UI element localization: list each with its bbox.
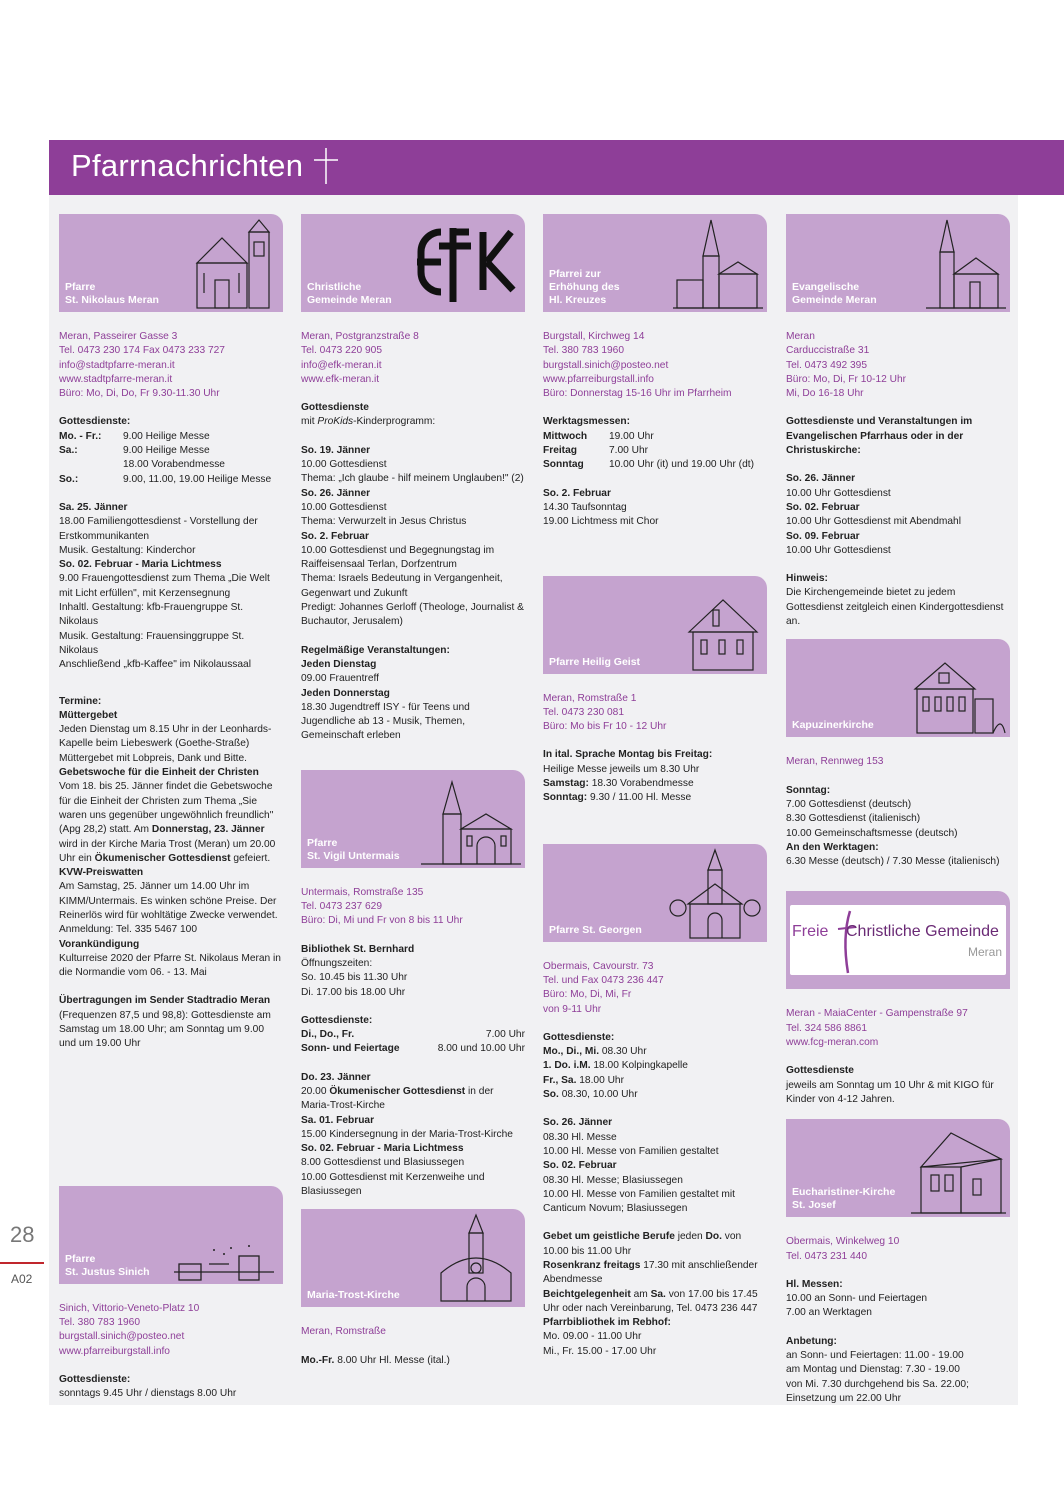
event-date: So. 19. Jänner	[301, 444, 371, 456]
text-run-bold: Übertragungen im Sender Stadtradio Meran	[59, 995, 271, 1007]
event-title: Pfarrbibliothek im Rebhof:	[543, 1317, 671, 1329]
event-date: Sa. 25. Jänner	[59, 501, 128, 513]
church-illustration-icon	[926, 218, 1006, 310]
section-heading: Gottesdienste	[786, 1065, 854, 1077]
text-run-bold: 1. Do. i.M.	[543, 1060, 591, 1072]
event-text	[543, 1259, 767, 1288]
parish-header-box	[59, 214, 283, 312]
event-title: Vorankündigung	[59, 938, 140, 950]
event-title: Jeden Donnerstag	[301, 687, 390, 699]
parish-name: Pfarre St. Nikolaus Meran	[65, 281, 159, 306]
event-text: 10.00 Gottesdienst Thema: Verwurzelt in Jesus Christus	[301, 501, 467, 528]
church-illustration-icon	[431, 1213, 521, 1305]
schedule-row	[543, 1059, 767, 1073]
event-text: 10.00 Gottesdienst Thema: „Ich glaube - hilf meinem Unglauben!" (2)	[301, 459, 524, 485]
schedule-day: Mittwoch	[543, 430, 588, 442]
parish-header-box	[543, 844, 767, 942]
parish-header-box	[301, 1209, 525, 1307]
event-text: 08.30 Hl. Messe; Blasiussegen 10.00 Hl. Messe von Familien gestaltet mit Canticum Novum; Blasiussegen	[543, 1174, 735, 1215]
event-date: So. 26. Jänner	[543, 1117, 613, 1129]
text-run: 9.30 / 11.00 Hl. Messe	[587, 792, 692, 804]
text-run-bold: Ökumenischer Gottesdienst	[94, 852, 231, 864]
parish-header-box	[301, 214, 525, 312]
text-run: 18.00 Uhr	[576, 1074, 624, 1086]
schedule-row	[543, 1045, 767, 1059]
text-run-bold: Donnerstag, 23. Jänner	[151, 824, 265, 836]
page-title: Pfarrnachrichten	[71, 148, 304, 183]
event-title: KVW-Preiswatten	[59, 867, 144, 879]
column-burgstall	[543, 214, 767, 1359]
contact-info: Meran Carduccistraße 31 Tel. 0473 492 395 Büro: Mo, Di, Fr 10-12 Uhr Mi, Do 16-18 Uhr	[786, 331, 907, 400]
parish-name: Pfarre St. Justus Sinich	[65, 1252, 150, 1278]
logo-text-right: Christliche Gemeinde	[846, 923, 999, 941]
event-date: So. 02. Februar - Maria Lichtmess	[59, 559, 222, 571]
event-date: Sa. 01. Februar	[301, 1114, 375, 1126]
text-run: 18.00 Kolpingkapelle	[590, 1060, 688, 1072]
schedule-day	[59, 458, 123, 472]
text-run: -Kinderprogramm:	[353, 416, 436, 428]
event-text: Jeden Dienstag um 8.15 Uhr in der Leonhards-Kapelle beim Liebeswerk (Goethe-Straße) Müttergebet mit Lobpreis, Dank und Bitte.	[59, 724, 272, 764]
section-heading: Hl. Messen:	[786, 1278, 843, 1290]
church-illustration-icon	[683, 592, 763, 672]
text-run: gefeiert.	[230, 852, 271, 864]
church-illustration-icon	[421, 774, 521, 866]
event-text: Öffnungszeiten: So. 10.45 bis 11.30 Uhr Di. 17.00 bis 18.00 Uhr	[301, 957, 408, 998]
page-code: A02	[11, 1272, 33, 1286]
event-text: 08.30 Hl. Messe 10.00 Hl. Messe von Familien gestaltet	[543, 1131, 719, 1157]
contact-info: Untermais, Romstraße 135 Tel. 0473 237 629 Büro: Di, Mi und Fr von 8 bis 11 Uhr	[301, 886, 463, 927]
event-date: So. 2. Februar	[543, 487, 611, 499]
schedule-time: 9.00 Heilige Messe	[123, 445, 210, 457]
event-title: An den Werktagen:	[786, 841, 879, 853]
church-illustration-icon	[673, 218, 763, 310]
event-text: Mo. 09.00 - 11.00 Uhr Mi., Fr. 15.00 - 17.00 Uhr	[543, 1331, 657, 1357]
schedule-time: 7.00 Uhr	[485, 1029, 525, 1041]
event-text: Heilige Messe jeweils um 8.30 Uhr	[543, 763, 700, 775]
schedule-time: 10.00 Uhr (it) und 19.00 Uhr (dt)	[609, 459, 754, 471]
contact-info: Meran, Postgranzstraße 8 Tel. 0473 220 905 info@efk-meran.it www.efk-meran.it	[301, 331, 419, 385]
event-date: So. 26. Jänner	[786, 473, 856, 485]
section-heading: Gottesdienste:	[301, 1014, 373, 1026]
section-heading: Sonntag:	[786, 784, 831, 796]
section-heading: Gottesdienste und Veranstaltungen im Evangelischen Pfarrhaus oder in der Christuskirche:	[786, 416, 973, 457]
parish-name: Pfarre St. Vigil Untermais	[307, 836, 400, 862]
event-text	[543, 1230, 767, 1259]
event-date: So. 02. Februar - Maria Lichtmess	[301, 1143, 464, 1155]
schedule-day: Mo. - Fr.:	[59, 430, 102, 442]
column-evangelisch	[786, 214, 1010, 1406]
event-text: 10.00 Gottesdienst und Begegnungstag im Raiffeisensaal Terlan, Dorfzentrum Thema: Israels Bedeutung in Vergangenheit, Gegenwart und Zukunft Predigt: Johannes Gerloff (Theologe, Journalist & Buchautor, Jerusalem)	[301, 544, 524, 628]
parish-name: Pfarre St. Georgen	[549, 923, 642, 936]
event-title: Müttergebet	[59, 709, 118, 721]
text-run-bold: Gebet um geistliche Berufe	[543, 1231, 675, 1243]
mass-schedule	[543, 430, 767, 473]
text-run: 17.30 mit anschließender Abendmesse	[543, 1259, 758, 1286]
text-run: am	[630, 1288, 651, 1300]
schedule-day: So.:	[59, 473, 79, 485]
parish-header-box	[786, 1119, 1010, 1217]
parish-header-box	[301, 770, 525, 868]
schedule-row	[301, 1042, 525, 1056]
text-run-bold: So.	[543, 1089, 559, 1101]
schedule-day: Sa.:	[59, 445, 78, 457]
schedule-day: Di., Do., Fr.	[301, 1029, 355, 1041]
event-text	[301, 415, 525, 429]
text-run-bold: Samstag:	[543, 778, 589, 790]
text-run: 20.00	[301, 1085, 330, 1097]
schedule-day: Sonntag	[543, 459, 584, 471]
contact-info: Meran - MaiaCenter - Gampenstraße 97 Tel. 324 586 8861 www.fcg-meran.com	[786, 1008, 968, 1049]
event-text: 10.00 Uhr Gottesdienst	[786, 544, 891, 556]
event-text: 10.00 an Sonn- und Feiertagen 7.00 an Werktagen	[786, 1293, 928, 1319]
event-text: sonntags 9.45 Uhr / dienstags 8.00 Uhr	[59, 1388, 237, 1400]
parish-name: Kapuzinerkirche	[792, 719, 874, 732]
event-text: 9.00 Frauengottesdienst zum Thema „Die Welt mit Licht erfüllen", mit Kerzensegnung Inhaltl. Gestaltung: kfb-Frauengruppe St. Nikolaus Musik. Gestaltung: Frauensinggruppe St. Nikolaus Anschließend „kfb-Kaffee" im Nikolaussaal	[59, 573, 270, 671]
text-run: von 10.00 bis 11.00 Uhr	[543, 1231, 742, 1257]
text-run: wird in der Kirche Maria Trost (Meran) um 20.00 Uhr ein	[59, 838, 276, 864]
event-text	[543, 791, 767, 805]
event-text: 8.00 Gottesdienst und Blasiussegen 10.00 Gottesdienst mit Kerzenweihe und Blasiussegen	[301, 1157, 485, 1198]
contact-info: Obermais, Winkelweg 10 Tel. 0473 231 440	[786, 1236, 900, 1262]
parish-name: Pfarre Heilig Geist	[549, 655, 641, 668]
text-run: in der Maria-Trost-Kirche	[301, 1085, 494, 1112]
parish-name: Eucharistiner-Kirche St. Josef	[792, 1186, 896, 1212]
event-text: 7.00 Gottesdienst (deutsch) 8.30 Gottesdienst (italienisch) 10.00 Gemeinschaftsmesse (deutsch)	[786, 798, 958, 839]
event-date: So. 26. Jänner	[301, 487, 371, 499]
event-text: 18.00 Familiengottesdienst - Vorstellung der Erstkommunikanten Musik. Gestaltung: Kinderchor	[59, 516, 258, 556]
column-efk	[301, 214, 525, 1368]
section-heading: Bibliothek St. Bernhard	[301, 943, 415, 955]
logo-subtext: Meran	[967, 945, 1002, 960]
schedule-time: 18.00 Vorabendmesse	[123, 459, 225, 471]
text-run: (Frequenzen 87,5 und 98,8): Gottesdienste am Samstag um 18.00 Uhr; am Sonntag um 9.00 und um 19.00 Uhr	[59, 1009, 271, 1050]
parish-name: Evangelische Gemeinde Meran	[792, 281, 877, 306]
schedule-row	[543, 1088, 767, 1102]
schedule-time: 9.00, 11.00, 19.00 Heilige Messe	[123, 473, 272, 485]
event-date: So. 02. Februar	[786, 501, 860, 513]
event-text: jeweils am Sonntag um 10 Uhr & mit KIGO für Kinder von 4-12 Jahren.	[786, 1079, 994, 1105]
event-text: an Sonn- und Feiertagen: 11.00 - 19.00 am Montag und Dienstag: 7.30 - 19.00 von Mi. 7.30 durchgehend bis Sa. 22.00; Einsetzung um 22.00 Uhr	[786, 1349, 969, 1404]
event-text: Die Kirchengemeinde bietet zu jedem Gottesdienst zeitgleich einen Kindergottesdienst an.	[786, 587, 1004, 628]
event-text: 10.00 Uhr Gottesdienst mit Abendmahl	[786, 516, 961, 528]
text-run-bold: Sonntag:	[543, 792, 588, 804]
parish-header-box	[543, 576, 767, 674]
cross-icon	[836, 907, 858, 977]
event-text	[301, 1085, 525, 1114]
event-text	[543, 777, 767, 791]
parish-header-box	[786, 214, 1010, 312]
contact-info: Meran, Romstraße	[301, 1326, 386, 1338]
church-illustration-icon	[189, 218, 279, 310]
section-heading: Hinweis:	[786, 573, 828, 585]
radio-info	[59, 994, 283, 1051]
event-date: So. 02. Februar	[543, 1160, 617, 1172]
event-text	[59, 780, 283, 866]
contact-info: Meran, Passeirer Gasse 3 Tel. 0473 230 174 Fax 0473 233 727 info@stadtpfarre-meran.it www.stadtpfarre-meran.it Büro: Mo, Di, Do, Fr 9.30-11.30 Uhr	[59, 331, 225, 400]
section-heading: Gottesdienste:	[543, 1031, 615, 1043]
text-run-bold: Mo.-Fr.	[301, 1354, 335, 1366]
event-title: Jeden Dienstag	[301, 658, 377, 670]
page-number: 28	[10, 1222, 35, 1247]
column-st-nikolaus	[59, 214, 283, 1401]
text-run-bold: Rosenkranz freitags	[543, 1259, 641, 1271]
schedule-day: Freitag	[543, 445, 577, 457]
text-run: von 17.00 bis 17.45 Uhr oder nach Vereinbarung, Tel. 0473 236 447	[543, 1288, 758, 1314]
parish-name: Christliche Gemeinde Meran	[307, 281, 392, 306]
schedule-row	[301, 1028, 525, 1042]
mass-schedule	[59, 430, 283, 487]
parish-name: Maria-Trost-Kirche	[307, 1289, 400, 1302]
event-date: So. 09. Februar	[786, 530, 860, 542]
event-text: 15.00 Kindersegnung in der Maria-Trost-Kirche	[301, 1128, 513, 1140]
cross-icon	[311, 146, 341, 186]
text-run: 8.00 Uhr Hl. Messe (ital.)	[334, 1354, 450, 1366]
church-illustration-icon	[911, 655, 1006, 735]
contact-info: Meran, Rennweg 153	[786, 756, 884, 768]
section-heading: Werktagsmessen:	[543, 416, 631, 428]
event-text	[543, 1288, 767, 1317]
section-heading: Gottesdienste:	[59, 1373, 131, 1385]
text-run-italic: ProKids	[317, 416, 354, 428]
text-run: Vom 18. bis 25. Jänner findet die Gebetswoche für die Einheit der Christen zum Thema „Sie waren uns gegenüber ungewöhnlich freundlich" (Apg 28,2) statt. Am	[59, 781, 274, 836]
event-text: Am Samstag, 25. Jänner um 14.00 Uhr im KIMM/Untermais. Es winken schöne Preise. Der Reinerlös wird für wohltätige Zwecke verwendet. Anmeldung: Tel. 335 5467 100	[59, 881, 278, 936]
schedule-row	[543, 1074, 767, 1088]
logo-text-left: Freie	[792, 923, 829, 941]
logo-background	[790, 905, 1006, 975]
section-heading: In ital. Sprache Montag bis Freitag:	[543, 749, 713, 761]
section-banner	[49, 140, 1064, 195]
text-run-bold: Fr., Sa.	[543, 1074, 577, 1086]
contact-info: Sinich, Vittorio-Veneto-Platz 10 Tel. 380 783 1960 burgstall.sinich@posteo.net www.pfarreiburgstall.info	[59, 1302, 200, 1357]
schedule-time: 7.00 Uhr	[609, 445, 649, 457]
text-run-bold: Beichtgelegenheit	[543, 1288, 631, 1300]
text-run: 08.30, 10.00 Uhr	[558, 1089, 638, 1101]
schedule-time: 8.00 und 10.00 Uhr	[437, 1043, 525, 1055]
schedule-day: Sonn- und Feiertage	[301, 1043, 400, 1055]
parish-header-box	[59, 1186, 283, 1284]
text-run-bold: Sa.	[650, 1288, 666, 1300]
event-text: Kulturreise 2020 der Pfarre St. Nikolaus Meran in die Normandie vom 06. - 13. Mai	[59, 952, 281, 979]
section-heading: Gottesdienste:	[59, 416, 131, 428]
text-run: mit	[301, 416, 318, 428]
fcg-logo-box	[786, 891, 1010, 989]
text-run-bold: Mo., Di., Mi.	[543, 1046, 600, 1058]
church-illustration-icon	[668, 848, 763, 940]
event-text: 18.30 Jugendtreff ISY - für Teens und Jugendliche ab 13 - Musik, Themen, Gemeinschaft erleben	[301, 701, 470, 742]
text-run: 18.30 Vorabendmesse	[588, 778, 694, 790]
section-heading: Termine:	[59, 695, 102, 707]
event-text: 09.00 Frauentreff	[301, 673, 379, 685]
section-heading: Regelmäßige Veranstaltungen:	[301, 644, 450, 656]
event-text: 10.00 Uhr Gottesdienst	[786, 487, 891, 499]
text-run: 08.30 Uhr	[599, 1046, 647, 1058]
contact-info: Burgstall, Kirchweg 14 Tel. 380 783 1960 burgstall.sinich@posteo.net www.pfarreiburgstall.info Büro: Donnerstag 15-16 Uhr im Pfarrheim	[543, 331, 732, 400]
parish-header-box	[786, 639, 1010, 737]
parish-name: Pfarrei zur Erhöhung des Hl. Kreuzes	[549, 268, 620, 306]
schedule-time: 9.00 Heilige Messe	[123, 430, 210, 442]
contact-info: Obermais, Cavourstr. 73 Tel. und Fax 0473 236 447 Büro: Mo, Di, Mi, Fr von 9-11 Uhr	[543, 960, 664, 1015]
text-run: jeden	[674, 1231, 706, 1243]
section-heading: Gottesdienste	[301, 402, 369, 414]
event-text: 6.30 Messe (deutsch) / 7.30 Messe (italienisch)	[786, 856, 1000, 868]
event-date: So. 2. Februar	[301, 530, 369, 542]
text-run-bold: Ökumenischer Gottesdienst	[329, 1085, 466, 1097]
section-heading: Anbetung:	[786, 1335, 837, 1347]
text-run-bold: Do.	[705, 1231, 722, 1243]
church-illustration-icon	[169, 1242, 279, 1282]
event-date: Do. 23. Jänner	[301, 1071, 371, 1083]
church-illustration-icon	[911, 1123, 1006, 1215]
event-title: Gebetswoche für die Einheit der Christen	[59, 767, 259, 779]
parish-header-box	[543, 214, 767, 312]
page-rule	[0, 1262, 44, 1264]
event-text	[301, 1354, 525, 1368]
schedule-time: 19.00 Uhr	[609, 430, 654, 442]
contact-info: Meran, Romstraße 1 Tel. 0473 230 081 Büro: Mo bis Fr 10 - 12 Uhr	[543, 692, 667, 733]
event-text: 14.30 Taufsonntag 19.00 Lichtmess mit Chor	[543, 501, 659, 528]
efk-logo	[411, 224, 521, 304]
